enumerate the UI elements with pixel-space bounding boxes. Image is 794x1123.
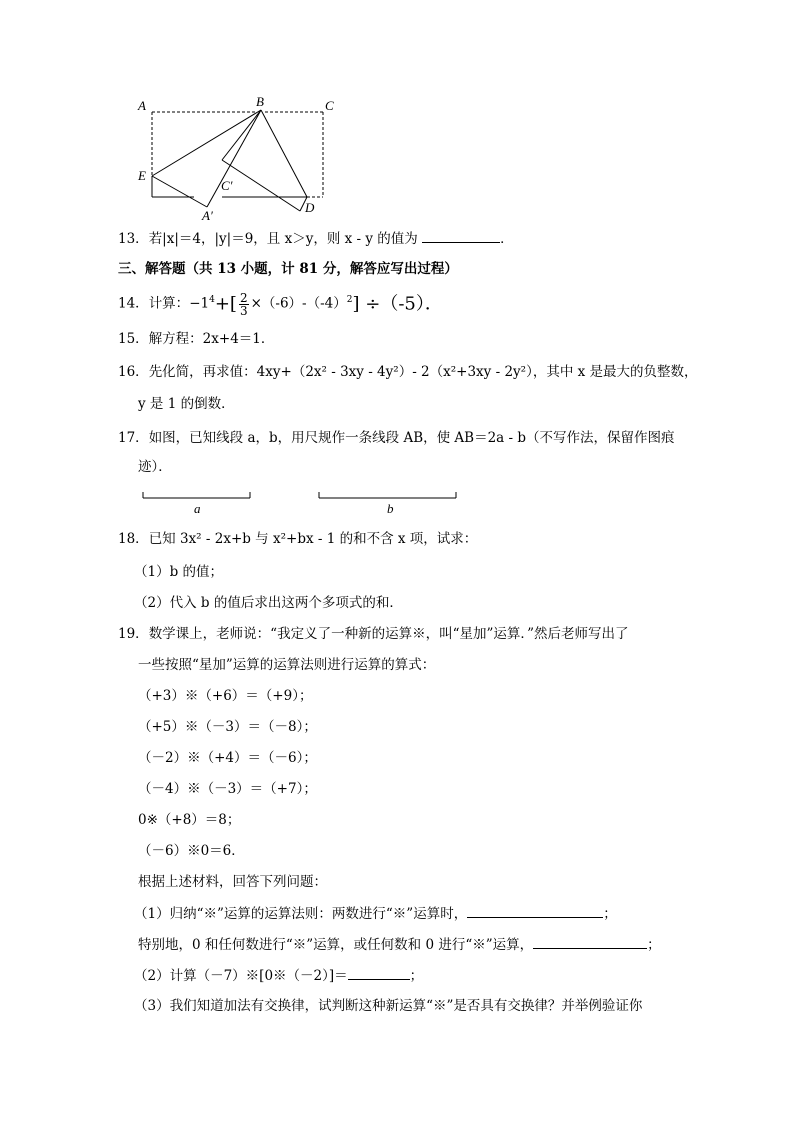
- q17-number: 17．: [118, 430, 149, 446]
- q14-exp-b: 2: [346, 295, 353, 305]
- q19-example-6: （－6）※0＝6．: [138, 843, 245, 859]
- q19-part2-blank[interactable]: [348, 965, 410, 980]
- label-B: B: [256, 94, 264, 109]
- q17-line2: 迹）．: [138, 459, 172, 475]
- q18-text: 已知 3x² - 2x+b 与 x²+bx - 1 的和不含 x 项，试求：: [148, 531, 478, 547]
- q14-expr-d: ] ÷（-5）．: [352, 293, 443, 315]
- label-C-prime: C′: [221, 178, 233, 193]
- q14-expr-a: −1: [189, 295, 210, 312]
- q19-line2: 一些按照“星加”运算的运算法则进行运算的算式：: [138, 657, 436, 673]
- label-E: E: [138, 168, 146, 183]
- label-D: D: [305, 200, 315, 215]
- q19-number: 19．: [118, 626, 149, 642]
- q15-number: 15．: [118, 331, 149, 347]
- q19-part1-blank[interactable]: [467, 903, 603, 918]
- q14-fraction: [239, 292, 249, 317]
- q19-part1-text: （1）归纳“※”运算的运算法则：两数进行“※”运算时，: [134, 906, 468, 922]
- q19-example-4: （－4）※（－3）＝（+7）；: [138, 781, 317, 797]
- q19-part2-text: （2）计算（－7）※[0※（－2）]＝: [134, 968, 348, 984]
- q19-example-1: （+3）※（+6）＝（+9）；: [138, 688, 313, 704]
- q19-special-end: ；: [647, 937, 661, 953]
- q16-line2: y 是 1 的倒数．: [138, 396, 235, 412]
- q17-line1: 如图，已知线段 a，b，用尺规作一条线段 AB，使 AB＝2a - b（不写作法，保留作图痕: [148, 430, 675, 446]
- q19-prompt: 根据上述材料，回答下列问题：: [138, 874, 327, 890]
- label-A-prime: A′: [202, 208, 213, 222]
- q16-number: 16．: [118, 364, 149, 380]
- q19-part1-end: ；: [603, 906, 617, 922]
- q19-special-text: 特别地，0 和任何数进行“※”运算，或任何数和 0 进行“※”运算，: [138, 937, 534, 953]
- q14-frac-num: 2: [239, 290, 248, 305]
- question-15: [118, 329, 274, 349]
- segment-b-label: b: [387, 501, 394, 516]
- question-13: [118, 228, 514, 249]
- question-18: [118, 529, 477, 549]
- line-EA-prime: [152, 176, 207, 207]
- question-16: [118, 362, 698, 382]
- q15-text: 解方程：2x+4＝1．: [148, 331, 275, 347]
- q19-special: [138, 934, 661, 955]
- q14-frac-den: 3: [239, 303, 248, 318]
- q19-example-2: （+5）※（－3）＝（－8）；: [138, 719, 317, 735]
- question-14: [118, 290, 443, 317]
- q13-answer-blank[interactable]: [422, 228, 500, 243]
- q13-end: ．: [500, 231, 514, 247]
- q19-part1: [134, 903, 617, 924]
- line-EB: [152, 110, 261, 176]
- q13-number: 13．: [118, 231, 149, 247]
- q18-part1: （1）b 的值；: [134, 564, 224, 580]
- q18-number: 18．: [118, 531, 149, 547]
- q14-expr-c: ×（-6）-（-4）: [250, 295, 347, 312]
- q14-number: 14．: [118, 295, 149, 312]
- q19-line1: 数学课上，老师说：“我定义了一种新的运算※，叫“星加”运算．”然后老师写出了: [148, 626, 629, 642]
- line-BD: [261, 110, 307, 197]
- line-BA-prime: [207, 110, 261, 207]
- geometry-figure: [132, 92, 372, 222]
- q19-part2: [134, 965, 423, 986]
- q19-part3: （3）我们知道加法有交换律，试判断这种新运算“※”是否具有交换律？并举例验证你: [134, 998, 643, 1014]
- question-19: [118, 624, 629, 644]
- q14-exp-a: 4: [209, 295, 215, 305]
- label-C: C: [325, 98, 334, 113]
- q16-line1: 先化简，再求值：4xy+（2x² - 3xy - 4y²）- 2（x²+3xy - 2y²），其中 x 是最大的负整数，: [148, 364, 698, 380]
- q19-example-5: 0※（+8）＝8；: [138, 812, 241, 828]
- line-BC-prime: [222, 110, 261, 160]
- q13-text: 若|x|＝4，|y|＝9，且 x＞y，则 x - y 的值为: [148, 231, 418, 247]
- line-C-prime-D: [222, 160, 300, 211]
- segments-figure: [138, 488, 478, 518]
- segment-a-label: a: [194, 501, 201, 516]
- folded-lines: [152, 110, 307, 211]
- label-A: A: [138, 98, 146, 113]
- q14-expr-b: +[: [214, 293, 237, 315]
- q19-part2-end: ；: [409, 968, 424, 984]
- q14-prefix: 计算：: [148, 295, 190, 312]
- q18-part2: （2）代入 b 的值后求出这两个多项式的和．: [134, 595, 403, 611]
- section-3-title: 三、解答题（共 13 小题，计 81 分，解答应写出过程）: [118, 261, 458, 277]
- question-17: [118, 428, 675, 448]
- q19-example-3: （－2）※（+4）＝（－6）；: [138, 750, 317, 766]
- q19-special-blank[interactable]: [533, 934, 647, 949]
